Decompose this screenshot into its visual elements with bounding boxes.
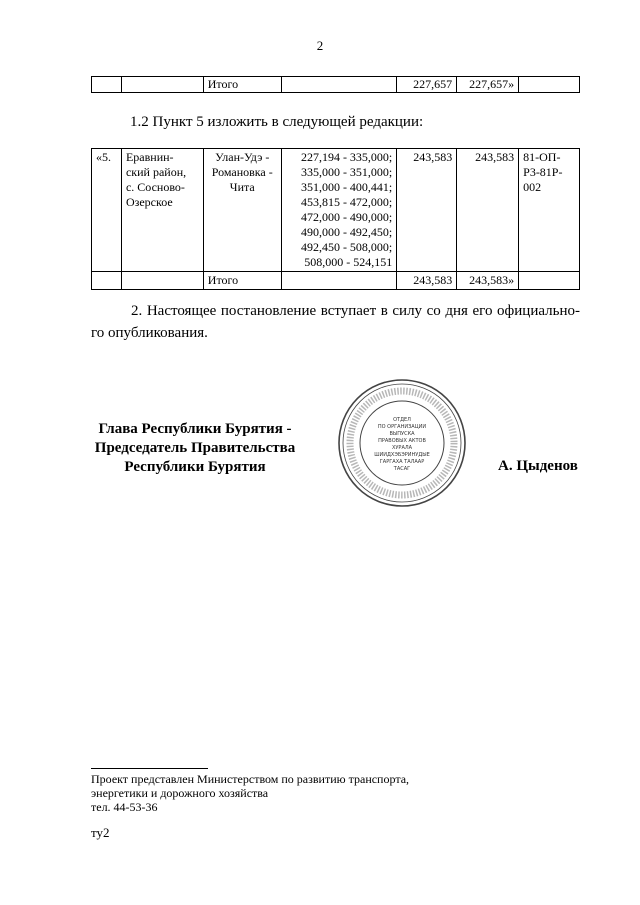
paragraph-2: 2. Настоящее постановление вступает в силу со дня его официально-го опубликования.: [91, 303, 580, 341]
table-cell: [281, 272, 397, 290]
page-number: 2: [316, 38, 324, 53]
total-label: Итого: [203, 272, 281, 290]
range-line: 351,000 - 400,441;: [300, 180, 393, 194]
range-line: 472,000 - 490,000;: [300, 210, 393, 224]
footnote-divider: [91, 768, 208, 769]
range-line: 492,450 - 508,000;: [300, 240, 393, 254]
stamp-line: ХУРАЛА: [391, 445, 413, 451]
table-row: [92, 149, 580, 272]
signatory-title: [82, 420, 308, 477]
paragraph-point-1-2: 1.2 Пункт 5 изложить в следующей редакции:: [130, 114, 424, 130]
footnote: [91, 772, 511, 814]
stamp-line: ШИИДХЭБЭРИНУДЫЕ: [374, 452, 430, 458]
footnote-line: энергетики и дорожного хозяйства: [91, 786, 269, 800]
length-cell: 243,583: [397, 149, 457, 272]
range-line: 508,000 - 524,151: [304, 255, 393, 269]
stamp-line: ВЫПУСКА: [389, 431, 415, 437]
stamp-line: ПРАВОВЫХ АКТОВ: [378, 438, 426, 444]
row-number: «5.: [92, 149, 122, 272]
table-row-total: [92, 272, 580, 290]
signatory-title-line: Глава Республики Бурятия -: [98, 421, 292, 437]
stamp-line: ПО ОРГАНИЗАЦИИ: [377, 424, 427, 430]
table-row: [92, 77, 580, 93]
total-length: 243,583»: [457, 272, 519, 290]
table-continuation: [91, 76, 580, 93]
table-cell: [121, 77, 203, 93]
table-cell: [92, 77, 122, 93]
table-cell: 227,657»: [457, 77, 519, 93]
table-cell: [92, 272, 122, 290]
table-point-5: [91, 148, 580, 290]
footnote-line: тел. 44-53-36: [91, 800, 158, 814]
table-cell: [519, 272, 580, 290]
footnote-line: Проект представлен Министерством по развитию транспорта,: [91, 772, 410, 786]
signatory-title-line: Республики Бурятия: [124, 459, 266, 475]
stamp-line: ТАСАГ: [393, 466, 411, 472]
district-cell: Еравнин- ский район, с. Сосново- Озерское: [121, 149, 203, 272]
stamp-line: ГАРГАХА ТАЛААР: [379, 459, 425, 465]
table-cell: [519, 77, 580, 93]
official-stamp: [336, 378, 468, 508]
length-cell: 243,583: [457, 149, 519, 272]
total-length: 243,583: [397, 272, 457, 290]
range-line: 453,815 - 472,000;: [300, 195, 393, 209]
table-cell: Итого: [203, 77, 281, 93]
signatory-title-line: Председатель Правительства: [94, 440, 296, 456]
stamp-line: ОТДЕЛ: [393, 417, 411, 423]
ranges-cell: [281, 149, 397, 272]
table-cell: 227,657: [397, 77, 457, 93]
range-line: 335,000 - 351,000;: [300, 165, 393, 179]
route-cell: Улан-Удэ - Романовка - Чита: [203, 149, 281, 272]
range-line: 227,194 - 335,000;: [300, 150, 393, 164]
code-cell: 81-ОП- Р3-81Р- 002: [519, 149, 580, 272]
range-line: 490,000 - 492,450;: [300, 225, 393, 239]
table-cell: [121, 272, 203, 290]
signatory-name: А. Цыденов: [498, 458, 578, 474]
table-cell: [281, 77, 397, 93]
document-code: ту2: [91, 825, 110, 840]
